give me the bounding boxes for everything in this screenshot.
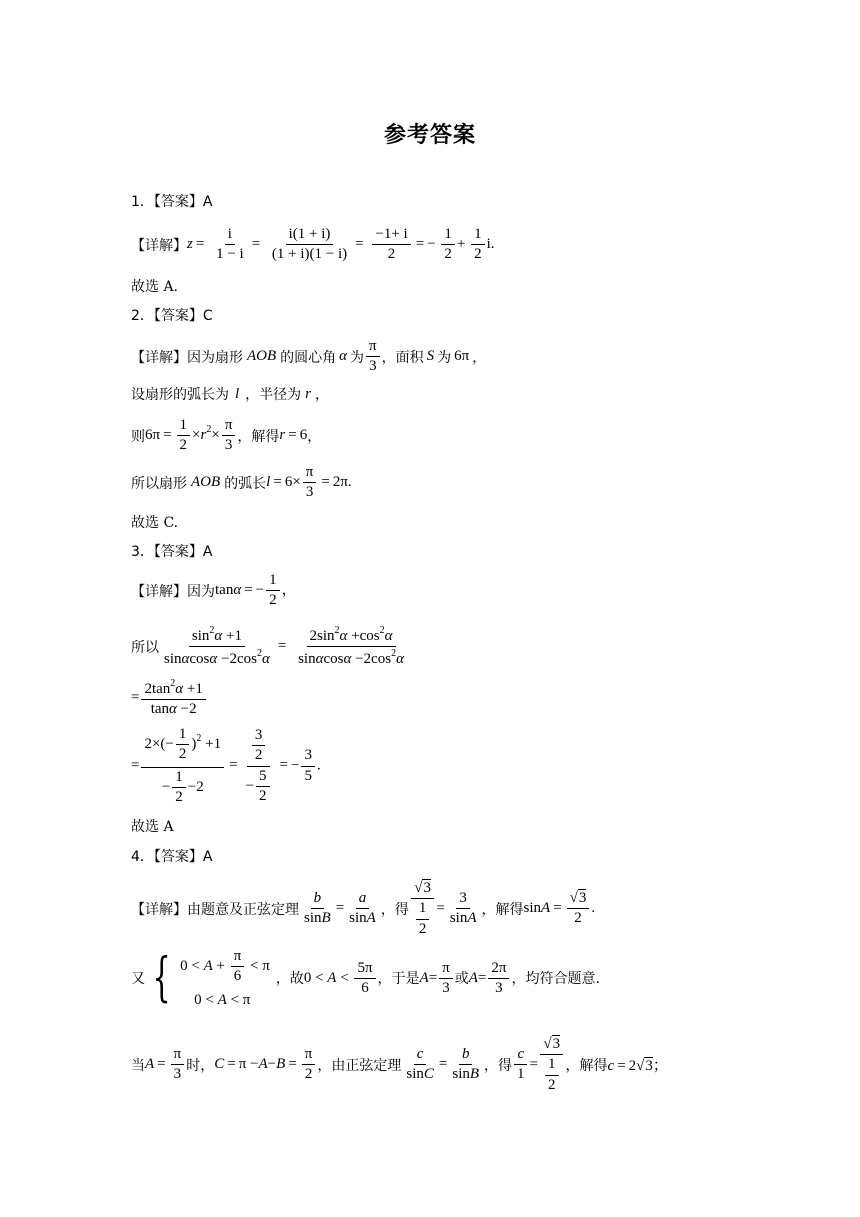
q3-detail-3	[131, 678, 208, 719]
q3-detail-1: 【详解】 因为 tanα = − $\frac{1}{2}$ ，	[131, 572, 297, 609]
q3-answer	[131, 541, 212, 561]
q4-l2-b: ，故	[275, 971, 304, 988]
q1-detail-label: 【详解】	[131, 237, 187, 254]
q3-detail-2	[131, 625, 409, 669]
q1-answer-text: 1．【答案】A	[131, 194, 213, 210]
q4-detail-3: 当 A = $\frac{\pi}{3}$ 时， C = π −A−B = $\frac{\pi}{2}$ ，由正弦定理 $\frac{c}{\sin C}$ = $\frac{b}{\sin B}$ ，得 $\frac{c}{1}$ = $\frac{√3}{\frac{1}{2}}$ ，解得 c = 2√3；	[131, 1036, 668, 1093]
q3-equation-1: $\frac{\sin^2\alpha +1}{\sin\alpha\cos\alpha -2\cos^2\alpha}$ = $\frac{2\sin^2\alpha +\cos^2\alpha}{\sin\alpha\cos\alpha -2\cos^2\alpha}$	[164, 625, 404, 668]
q2-text-c: 为	[350, 349, 365, 366]
q4-l1-a: 由题意及正弦定理	[187, 901, 299, 918]
q2-answer-text: 2．【答案】C	[131, 308, 213, 324]
q1-answer	[131, 191, 212, 211]
q4-l3-b: 时，	[186, 1057, 215, 1074]
q4-detail-label: 【详解】	[131, 901, 187, 918]
page-title: 参考答案	[383, 123, 476, 148]
q4-l2-d: 或	[454, 971, 469, 988]
q2-detail-4: 所以扇形 AOB 的弧长 l = 6× $\frac{\pi}{3}$ = 2π.	[131, 464, 352, 501]
q2-conclusion-text: 故选 C.	[131, 515, 179, 531]
q1-formula: z = $\frac{i}{1 - i}$ = $\frac{i(1 + i)}{(1 + i)(1 - i)}$ = $\frac{-1+ i}{2}$ = − $\frac{1}{2}$ + $\frac{1}{2}$ i.	[187, 226, 495, 263]
q2-l3-a: 则	[131, 428, 145, 445]
q3-equation-2: = $\frac{2\tan^2\alpha +1}{\tan\alpha -2}$	[131, 678, 208, 719]
q2-text-d: ，面积	[381, 349, 424, 366]
q2-text-e: 为	[437, 349, 452, 366]
q4-l3-c: ，由正弦定理	[317, 1057, 402, 1074]
q2-detail-label: 【详解】	[131, 349, 187, 366]
q2-detail-1: 【详解】 因为扇形 AOB 的圆心角 α 为 $\frac{\pi}{3}$ ，面积 S 为 6π ，	[131, 338, 487, 375]
left-brace: {	[152, 948, 171, 1009]
q4-l3-e: ，解得	[565, 1057, 608, 1074]
q3-equation-3: = 2×(− $\frac{1}{2}$ )$^2$ +1 − $\frac{1}{2}$ −2 = $\frac{3}{2}$ − $\frac{5}{2}$ = − $\frac{3}{5}$ .	[131, 726, 321, 805]
q4-detail-1: 【详解】 由题意及正弦定理 $\frac{b}{\sin B}$ = $\frac{a}{\sin A}$ ，得 $\frac{√3}{\frac{1}{2}}$ = $\frac{3}{\sin A}$ ，解得 sinA = $\frac{√3}{2}$ .	[131, 880, 596, 937]
q3-conclusion-text: 故选 A	[131, 819, 174, 835]
q2-l3-c: ，	[307, 428, 322, 445]
q2-answer	[131, 305, 213, 325]
q4-answer	[131, 846, 212, 866]
q2-detail-3: 则 6π = $\frac{1}{2}$ $\times r^2\times$ $\frac{\pi}{3}$ ，解得 r = 6 ，	[131, 417, 322, 454]
q2-text-f: ，	[472, 349, 487, 366]
q4-detail-2: 又 { 0 < A + $\frac{\pi}{6}$ < π 0 < A < π ，故 0 < A < $\frac{5\pi}{6}$ ，于是 A= $\frac{\pi}{3}$ 或 A= $\frac{2\pi}{3}$ ，均符合题意.	[131, 948, 600, 1009]
q2-l2-c: ，	[315, 387, 330, 403]
q1-conclusion	[131, 276, 178, 296]
q4-answer-text: 4．【答案】A	[131, 849, 213, 865]
q3-detail-4	[131, 726, 321, 806]
q2-text-a: 因为扇形	[187, 349, 243, 366]
q2-l4-a: 所以扇形	[131, 475, 187, 492]
q4-system: 0 < A + $\frac{\pi}{6}$ < π 0 < A < π	[180, 948, 270, 1008]
q1-conclusion-text: 故选 A.	[131, 279, 179, 295]
q4-l3-d: ，得	[484, 1057, 513, 1074]
q2-l3-b: ，解得	[237, 428, 280, 445]
q3-detail-label: 【详解】	[131, 583, 187, 600]
q3-conclusion	[131, 816, 174, 836]
q3-l2-a: 所以	[131, 639, 159, 656]
q3-l1-a: 因为	[187, 583, 215, 600]
q2-l2-a: 设扇形的弧长为	[131, 387, 229, 403]
q4-l2-a: 又	[131, 971, 145, 988]
q4-l1-c: ，解得	[481, 901, 524, 918]
q4-l1-b: ，得	[380, 901, 409, 918]
q2-equation: 6π = $\frac{1}{2}$ $\times r^2\times$ $\frac{\pi}{3}$	[145, 417, 237, 455]
q4-l2-c: ，于是	[377, 971, 420, 988]
q2-detail-2: 设扇形的弧长为 l ，半径为 r ，	[131, 385, 330, 403]
q2-l2-b: ，半径为	[245, 387, 302, 403]
q3-answer-text: 3．【答案】A	[131, 544, 213, 560]
q2-l4-b: 的弧长	[224, 475, 267, 492]
q1-detail	[131, 226, 495, 264]
q4-l3-a: 当	[131, 1057, 145, 1074]
q2-text-b: 的圆心角	[280, 349, 337, 366]
q2-conclusion	[131, 512, 178, 532]
q4-l2-e: ，均符合题意.	[511, 971, 600, 988]
